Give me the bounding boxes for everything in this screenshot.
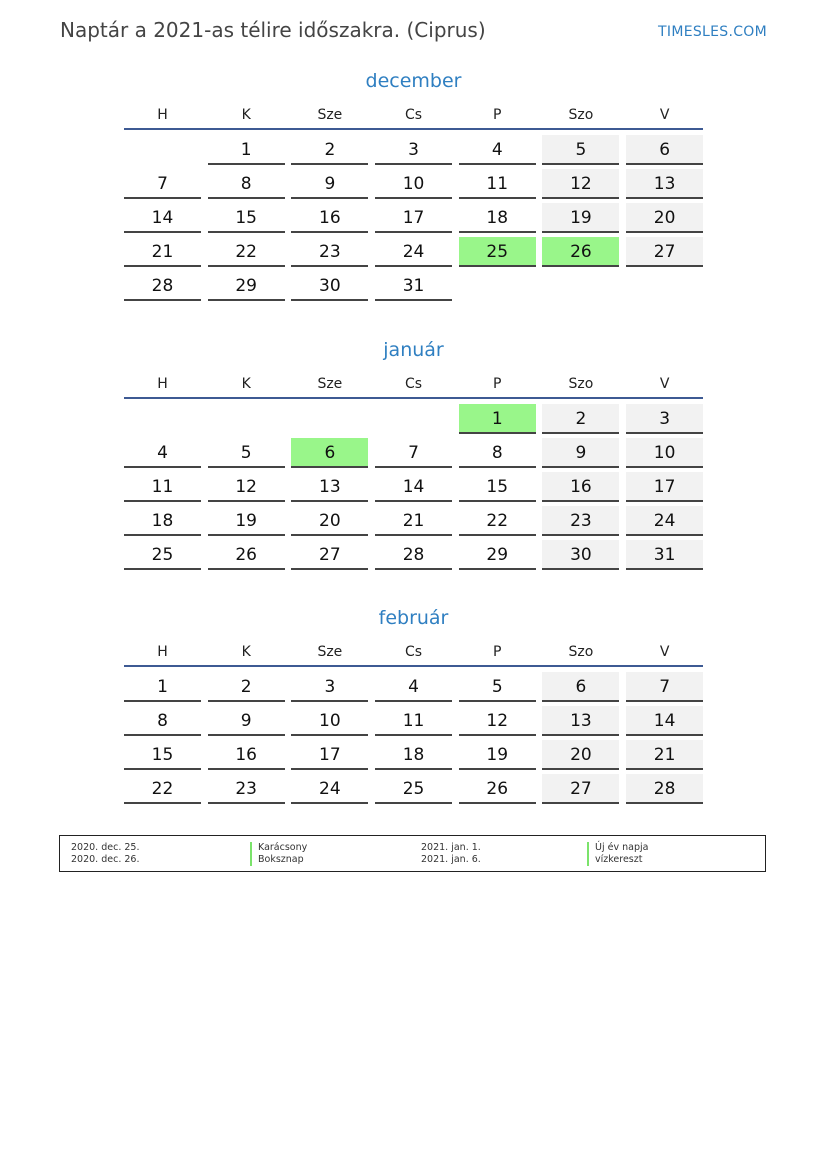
legend-dates-1 xyxy=(71,842,139,866)
day-cell[interactable]: 22 xyxy=(208,237,285,267)
day-cell[interactable]: 26 xyxy=(459,774,536,804)
day-cell[interactable]: 15 xyxy=(124,740,201,770)
day-cell[interactable]: 2 xyxy=(291,135,368,165)
day-cell[interactable]: 18 xyxy=(124,506,201,536)
day-cell[interactable]: 4 xyxy=(375,672,452,702)
month-february xyxy=(124,607,703,804)
empty-day-cell xyxy=(542,271,619,301)
day-cell[interactable]: 14 xyxy=(626,706,703,736)
weekday-label: P xyxy=(493,376,502,392)
day-cell[interactable]: 30 xyxy=(542,540,619,570)
day-cell[interactable]: 24 xyxy=(626,506,703,536)
empty-day-cell xyxy=(375,404,452,434)
day-cell[interactable]: 31 xyxy=(375,271,452,301)
legend-dates-2 xyxy=(421,842,481,866)
day-cell[interactable]: 10 xyxy=(626,438,703,468)
day-cell[interactable]: 26 xyxy=(208,540,285,570)
day-cell[interactable]: 27 xyxy=(291,540,368,570)
empty-day-cell xyxy=(124,135,201,165)
day-cell[interactable]: 19 xyxy=(542,203,619,233)
weekday-label: Sze xyxy=(317,107,343,123)
day-cell[interactable]: 25 xyxy=(375,774,452,804)
weekday-label: K xyxy=(241,644,251,660)
day-cell[interactable]: 17 xyxy=(626,472,703,502)
day-cell[interactable]: 15 xyxy=(459,472,536,502)
day-cell[interactable]: 24 xyxy=(375,237,452,267)
day-cell[interactable]: 11 xyxy=(375,706,452,736)
day-cell[interactable]: 13 xyxy=(291,472,368,502)
day-cell[interactable]: 13 xyxy=(626,169,703,199)
month-january xyxy=(124,339,703,570)
day-cell[interactable]: 7 xyxy=(626,672,703,702)
weekday-label: Szo xyxy=(568,107,594,123)
day-cell[interactable]: 14 xyxy=(375,472,452,502)
empty-day-cell xyxy=(208,404,285,434)
day-grid xyxy=(124,672,703,804)
holiday-legend xyxy=(59,835,766,872)
month-title: február xyxy=(378,607,449,629)
weekday-label: Cs xyxy=(405,376,423,392)
month-title: december xyxy=(365,70,462,92)
day-cell[interactable]: 5 xyxy=(459,672,536,702)
day-cell[interactable]: 4 xyxy=(124,438,201,468)
day-cell[interactable]: 6 xyxy=(291,438,368,468)
day-cell[interactable]: 16 xyxy=(542,472,619,502)
day-cell[interactable]: 18 xyxy=(375,740,452,770)
weekday-label: P xyxy=(493,644,502,660)
day-cell[interactable]: 21 xyxy=(375,506,452,536)
weekday-label: H xyxy=(157,107,168,123)
day-cell[interactable]: 8 xyxy=(459,438,536,468)
day-cell[interactable]: 20 xyxy=(626,203,703,233)
legend-names-2 xyxy=(587,842,648,866)
day-cell[interactable]: 22 xyxy=(459,506,536,536)
day-cell[interactable]: 7 xyxy=(124,169,201,199)
day-cell[interactable]: 4 xyxy=(459,135,536,165)
day-cell[interactable]: 3 xyxy=(375,135,452,165)
legend-holiday-name: Új év napja xyxy=(587,842,648,854)
empty-day-cell xyxy=(459,271,536,301)
weekday-label: Sze xyxy=(317,644,343,660)
day-cell[interactable]: 26 xyxy=(542,237,619,267)
day-cell[interactable]: 27 xyxy=(626,237,703,267)
weekday-label: Cs xyxy=(405,644,423,660)
weekday-label: P xyxy=(493,107,502,123)
weekday-header xyxy=(124,639,703,667)
day-cell[interactable]: 19 xyxy=(459,740,536,770)
day-cell[interactable]: 12 xyxy=(208,472,285,502)
legend-date: 2021. jan. 6. xyxy=(421,854,481,865)
weekday-label: V xyxy=(659,376,670,392)
day-cell[interactable]: 9 xyxy=(291,169,368,199)
day-cell[interactable]: 8 xyxy=(124,706,201,736)
brand-logo[interactable]: TIMESLES.COM xyxy=(658,24,767,40)
weekday-label: K xyxy=(241,376,251,392)
day-cell[interactable]: 22 xyxy=(124,774,201,804)
day-cell[interactable]: 29 xyxy=(459,540,536,570)
empty-day-cell xyxy=(124,404,201,434)
day-grid xyxy=(124,404,703,570)
weekday-label: H xyxy=(157,376,168,392)
weekday-label: Sze xyxy=(317,376,343,392)
day-cell[interactable]: 10 xyxy=(291,706,368,736)
day-cell[interactable]: 20 xyxy=(291,506,368,536)
day-cell[interactable]: 3 xyxy=(291,672,368,702)
day-cell[interactable]: 9 xyxy=(208,706,285,736)
day-cell[interactable]: 30 xyxy=(291,271,368,301)
day-cell[interactable]: 5 xyxy=(208,438,285,468)
day-cell[interactable]: 1 xyxy=(124,672,201,702)
day-cell[interactable]: 28 xyxy=(626,774,703,804)
weekday-label: Szo xyxy=(568,376,594,392)
day-cell[interactable]: 14 xyxy=(124,203,201,233)
day-cell[interactable]: 16 xyxy=(291,203,368,233)
day-cell[interactable]: 12 xyxy=(542,169,619,199)
legend-holiday-name: Karácsony xyxy=(250,842,307,854)
day-cell[interactable]: 12 xyxy=(459,706,536,736)
day-cell[interactable]: 15 xyxy=(208,203,285,233)
day-cell[interactable]: 1 xyxy=(208,135,285,165)
empty-day-cell xyxy=(626,271,703,301)
weekday-label: V xyxy=(659,107,670,123)
day-cell[interactable]: 2 xyxy=(542,404,619,434)
day-cell[interactable]: 29 xyxy=(208,271,285,301)
day-cell[interactable]: 25 xyxy=(124,540,201,570)
day-cell[interactable]: 23 xyxy=(208,774,285,804)
day-cell[interactable]: 9 xyxy=(542,438,619,468)
day-cell[interactable]: 23 xyxy=(291,237,368,267)
weekday-label: Szo xyxy=(568,644,594,660)
legend-names-1 xyxy=(250,842,307,866)
legend-date: 2020. dec. 25. xyxy=(71,842,140,853)
empty-day-cell xyxy=(291,404,368,434)
day-cell[interactable]: 31 xyxy=(626,540,703,570)
day-cell[interactable]: 24 xyxy=(291,774,368,804)
day-cell[interactable]: 13 xyxy=(542,706,619,736)
day-cell[interactable]: 23 xyxy=(542,506,619,536)
day-cell[interactable]: 21 xyxy=(626,740,703,770)
day-cell[interactable]: 17 xyxy=(291,740,368,770)
day-cell[interactable]: 2 xyxy=(208,672,285,702)
day-cell[interactable]: 1 xyxy=(459,404,536,434)
legend-date: 2020. dec. 26. xyxy=(71,854,140,865)
weekday-label: K xyxy=(241,107,251,123)
weekday-label: V xyxy=(659,644,670,660)
weekday-label: Cs xyxy=(405,107,423,123)
month-title: január xyxy=(383,339,444,361)
weekday-header xyxy=(124,371,703,399)
day-cell[interactable]: 10 xyxy=(375,169,452,199)
day-cell[interactable]: 19 xyxy=(208,506,285,536)
weekday-label: H xyxy=(157,644,168,660)
day-cell[interactable]: 27 xyxy=(542,774,619,804)
month-december xyxy=(124,70,703,301)
day-cell[interactable]: 5 xyxy=(542,135,619,165)
legend-holiday-name: Boksznap xyxy=(250,854,307,866)
day-cell[interactable]: 21 xyxy=(124,237,201,267)
day-cell[interactable]: 28 xyxy=(375,540,452,570)
day-grid xyxy=(124,135,703,301)
day-cell[interactable]: 11 xyxy=(459,169,536,199)
day-cell[interactable]: 28 xyxy=(124,271,201,301)
legend-holiday-name: vízkereszt xyxy=(587,854,648,866)
legend-date: 2021. jan. 1. xyxy=(421,842,481,853)
day-cell[interactable]: 3 xyxy=(626,404,703,434)
day-cell[interactable]: 7 xyxy=(375,438,452,468)
day-cell[interactable]: 8 xyxy=(208,169,285,199)
day-cell[interactable]: 16 xyxy=(208,740,285,770)
day-cell[interactable]: 25 xyxy=(459,237,536,267)
day-cell[interactable]: 6 xyxy=(626,135,703,165)
weekday-header xyxy=(124,102,703,130)
day-cell[interactable]: 17 xyxy=(375,203,452,233)
day-cell[interactable]: 11 xyxy=(124,472,201,502)
page-title: Naptár a 2021-as télire időszakra. (Ciprus) xyxy=(60,18,486,42)
day-cell[interactable]: 18 xyxy=(459,203,536,233)
day-cell[interactable]: 20 xyxy=(542,740,619,770)
day-cell[interactable]: 6 xyxy=(542,672,619,702)
